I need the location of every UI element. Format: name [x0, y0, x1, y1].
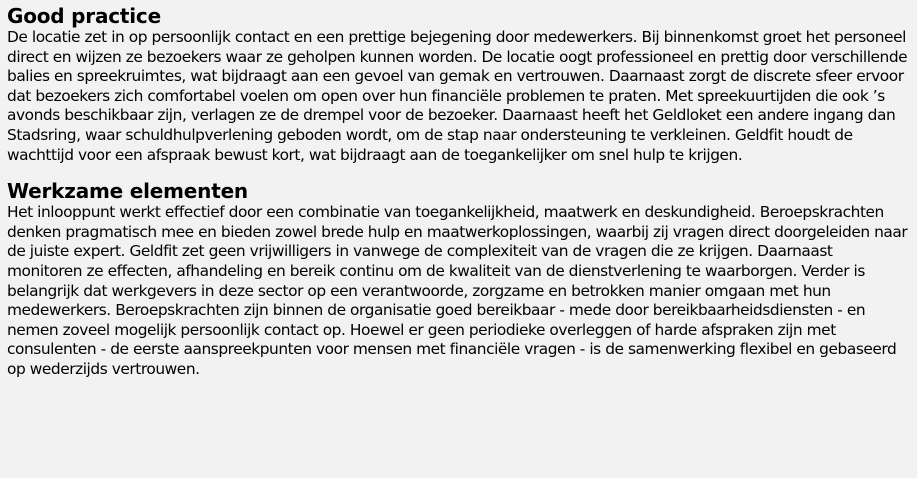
werkzame-elementen-section: [7, 179, 911, 379]
section-heading-werkzame-elementen: Werkzame elementen: [7, 179, 248, 204]
section-paragraph-werkzame-elementen: Het inlooppunt werkt effectief door een combinatie van toegankelijkheid, maatwerk en deskundigheid. Beroepskrachten denken pragmatisch mee en bieden zowel brede hulp en maatwerkoplossingen, waarbij zij vragen direct doorgeleiden naar de juiste expert. Geldfit zet geen vrijwilligers in vanwege de complexiteit van de vragen die ze krijgen. Daarnaast monitoren ze effecten, afhandeling en bereik continu om de kwaliteit van de dienstverlening te waarborgen. Verder is belangrijk dat werkgevers in deze sector op een verantwoorde, zorgzame en betrokken manier omgaan met hun medewerkers. Beroepskrachten zijn binnen de organisatie goed bereikbaar - mede door bereikbaarheidsdiensten - en nemen zoveel mogelijk persoonlijk contact op. Hoewel er geen periodieke overleggen of harde afspraken zijn met consulenten - de eerste aanspreekpunten voor mensen met financiële vragen - is de samenwerking flexibel en gebaseerd op wederzijds vertrouwen.: [7, 203, 908, 378]
section-paragraph-good-practice: De locatie zet in op persoonlijk contact en een prettige bejegening door medewerkers. Bij binnenkomst groet het personeel direct en wijzen ze bezoekers waar ze geholpen kunnen worden. De locatie oogt professioneel en prettig door verschillende balies en spreekruimtes, wat bijdraagt aan een gevoel van gemak en vertrouwen. Daarnaast zorgt de discrete sfeer ervoor dat bezoekers zich comfortabel voelen om open over hun financiële problemen te praten. Met spreekuurtijden die ook ’s avonds beschikbaar zijn, verlagen ze de drempel voor de bezoeker. Daarnaast heeft het Geldloket een andere ingang dan Stadsring, waar schuldhulpverlening geboden wordt, om de stap naar ondersteuning te verkleinen. Geldfit houdt de wachttijd voor een afspraak bewust kort, wat bijdraagt aan de toegankelijker om snel hulp te krijgen.: [7, 28, 908, 164]
good-practice-section: [7, 4, 911, 165]
section-heading-good-practice: Good practice: [7, 4, 161, 28]
